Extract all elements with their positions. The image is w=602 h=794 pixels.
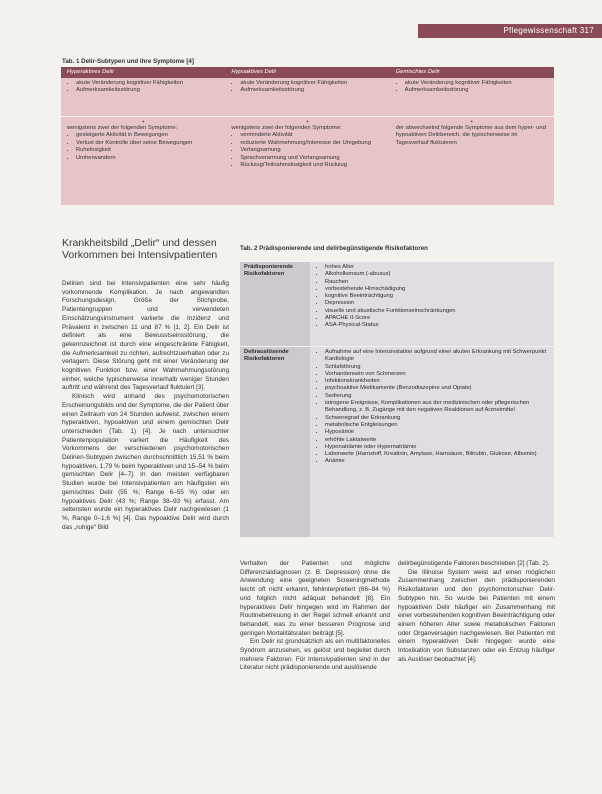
list-item: • ASA-Physical-Status: [325, 322, 548, 329]
table1-header-row: [61, 67, 554, 78]
list-item: • Aufmerksamkeitsstörung: [405, 87, 548, 94]
paragraph: Ein Delir ist grundsätzlich als ein multifaktorielles Syndrom anzusehen, es gelöst und begleitet durch mehrere Faktoren. Für Intensivpatienten sind in der Literatur nicht prädisponierende und auslösende: [240, 638, 390, 672]
list-item: • Umherwandern: [76, 155, 219, 162]
table1-cell: [225, 116, 389, 205]
list-item: • Hypoxämie: [325, 429, 548, 436]
table2-cell: [310, 347, 554, 537]
list-item: • visuelle und akustische Funktionseinschränkungen: [325, 308, 548, 315]
list-item: • Verlust der Kontrolle über seine Bewegungen: [76, 140, 219, 147]
text-column-right: [398, 560, 555, 664]
table1-cell-intro: der abwechselnd folgende Symptome aus dem hyper- und hypoaktiven Delirbereich, die typischerweise im Tagesverlauf fluktuieren: [395, 125, 546, 146]
list-item: • APACHE II-Score: [325, 315, 548, 322]
list-item: • Hyponatriämie oder Hypernatriämie: [325, 444, 548, 451]
list-item: • Sprachverarmung und Verlangsamung: [240, 155, 383, 162]
table1-cell: [225, 78, 389, 116]
list-item: • Infektionskrankheiten: [325, 378, 548, 385]
section-heading: Krankheitsbild „Delir“ und dessen Vorkommen bei Intensivpatienten: [62, 237, 218, 261]
list-item: • erhöhte Laktatwerte: [325, 437, 548, 444]
running-header-text: Pflegewissenschaft 317: [503, 26, 594, 35]
list-item: • Anämie: [325, 458, 548, 465]
list-item: • Alkoholkonsum (-abusus): [325, 271, 548, 278]
list-item: • hohes Alter: [325, 264, 548, 271]
running-header: [418, 24, 602, 38]
list-item: • Schweregrad der Erkrankung: [325, 415, 548, 422]
table2-row-label: Delirauslösende Risikofaktoren: [240, 347, 310, 537]
table1-cell: [61, 78, 225, 116]
table1-header-cell: Gemischtes Delir: [390, 67, 554, 78]
list-item: • Sedierung: [325, 393, 548, 400]
list-item: • verminderte Aktivität: [240, 132, 383, 139]
plus-sign: +: [306, 119, 309, 125]
list-item: • akute Veränderung kognitiver Fähigkeiten: [405, 80, 548, 87]
list-item: • metabolische Entgleisungen: [325, 422, 548, 429]
table1-cell: [61, 116, 225, 205]
table2-row-label: Prädisponierende Risikofaktoren: [240, 262, 310, 346]
list-item: • reduzierte Wahrnehmung/Interesse der Umgebung: [240, 140, 383, 147]
list-item: • iatrogene Ereignisse, Komplikationen aus der medizinischen oder pflegerischen Behandlung, z. B. Zugänge mit den negativen Reaktionen auf Arzneimittel: [325, 400, 548, 415]
table1: [61, 67, 554, 205]
table1-cell-intro: wenigstens zwei der folgenden Symptome:: [67, 125, 178, 131]
list-item: • Vorhandensein von Schmerzen: [325, 371, 548, 378]
table1-header-cell: Hyperaktives Delir: [61, 67, 225, 78]
paragraph: Delirien sind bei Intensivpatienten eine sehr häufig vorkommende Komplikation. Je nach angewandten Forschungsdesign, Größe der Stichprobe, Patientengruppen und verwendeten Einschätzungsinstrument variierte die Inzidenz und Prävalenz in zwischen 11 und 87 % [1, 2]. Ein Delir ist definiert als eine Bewusstseinsstörung, die gekennzeichnet ist durch eine eingeschränkte Fähigkeit, die Aufmerksamkeit zu richten, aufrechtzuerhalten oder zu verlagern. Diese Störung geht mit einer Veränderung der kognitiven Funktion bzw. einer Wahrnehmungsstörung einher, welche typischerweise innerhalb weniger Stunden auftritt und während des Tagesverlauf fluktuiert [3].: [62, 280, 229, 392]
list-item: • gesteigerte Aktivität in Bewegungen: [76, 132, 219, 139]
table1-header-cell: Hypoaktives Delir: [225, 67, 389, 78]
table1-caption: Tab. 1 Delir-Subtypen und ihre Symptome [4]: [62, 58, 194, 65]
list-item: • vorbestehende Hirnschädigung: [325, 286, 548, 293]
text-column-middle: [240, 560, 390, 673]
list-item: • Depression: [325, 300, 548, 307]
table1-row: [61, 78, 554, 116]
list-item: • akute Veränderung kognitiver Fähigkeiten: [240, 80, 383, 87]
table2-row: [240, 262, 554, 346]
plus-sign: +: [141, 119, 145, 125]
list-item: • Rückzug/Teilnahmslosigkeit und Rückzug: [240, 162, 383, 169]
list-item: • Aufmerksamkeitsstörung: [76, 87, 219, 94]
table2-caption: Tab. 2 Prädisponierende und delirbegünstigende Risikofaktoren: [240, 245, 428, 252]
list-item: • Ruhelosigkeit: [76, 147, 219, 154]
table1-row: [61, 116, 554, 205]
list-item: • psychoaktive Medikamente (Benzodiazepine und Opiate): [325, 385, 548, 392]
list-item: • akute Veränderung kognitiver Fähigkeiten: [76, 80, 219, 87]
paragraph: Die Illinoise System weist auf einen möglichen Zusammenhang zwischen den prädisponierenden Risikofaktoren und den psychomotorischen Delir-Subtypen hin. So wurde bei Patienten mit einem hypoaktiven Delir häufiger ein Zusammenhang mit einer vorbestehenden kognitiven Beeinträchtigung oder einem höheren Alter sowie metabolischen Faktoren oder Organversagen nachgewiesen. Bei Patienten mit einem hyperaktiven Delir hingegen wurde eine Intoxikation von Substanzen oder ein Entzug häufiger als Auslöser beobachtet [4].: [398, 568, 555, 663]
list-item: • Aufnahme auf eine Intensivstation aufgrund einer akuten Erkrankung mit Schwerpunkt Kardiologie: [325, 349, 548, 364]
table1-cell: [390, 78, 554, 116]
paragraph: delirbegünstigende Faktoren beschrieben [2] (Tab. 2).: [398, 560, 550, 567]
table2-cell: [310, 262, 554, 346]
paragraph: Klinisch wird anhand des psychomotorischen Erscheinungsbilds und der Symptome, die der Patient über einen Zeitraum von 24 Stunden aufweist, zwischen einem hyperaktiven, hypoaktiven und einem gemischten Delir unterschieden (Tab. 1) [4]. Je nach untersuchter Patientenpopulation variiert die Häufigkeit des Vorkommens der verschiedenen psychomotorischen Delirien-Subtypen zwischen durchschnittlich 15,51 % beim hypoaktiven, 1,79 % beim hyperaktiven und 15–54 % beim gemischten Delir [4–7]. In den meisten verfügbaren Studien wurde bei Intensivpatienten am häufigsten ein gemischtes Delir (55 %; Range 6–55 %) oder ein hypoaktives Delir (43 %; Range 38–93 %) erfasst. Am seltensten wurde ein hyperaktives Delir nachgewiesen (1 %, Range 0–1,6 %) [4]. Das hypoaktive Delir wird durch das „ruhige“ Bild: [62, 393, 229, 531]
table1-cell: [390, 116, 554, 205]
list-item: • Verlangsamung: [240, 147, 383, 154]
table2-row: [240, 346, 554, 537]
list-item: • kognitive Beeinträchtigung: [325, 293, 548, 300]
list-item: • Aufmerksamkeitsstörung: [240, 87, 383, 94]
list-item: • Laborwerte (Harnstoff, Kreatinin, Amylase, Harnsäure, Bilirubin, Glukose, Albumin): [325, 451, 548, 458]
paragraph: Verhalten der Patienten und mögliche Differenzialdiagnosen (z. B. Depression) ohne die Anwendung eine geeigneten Screeningmethode leicht oft nicht erkannt, fehlinterpretiert (66–84 %) und folglich nicht adäquat behandelt [8]. Ein hyperaktives Delir hingegen wird im Rahmen der Routinebetreuung in der Regel schnell erkannt und behandelt, was zu einer besseren Prognose und geringen Mortalitätsraten beiträgt [5].: [240, 560, 390, 637]
plus-sign: +: [470, 119, 474, 125]
table2: [240, 262, 554, 537]
list-item: • Schlafstörung: [325, 364, 548, 371]
list-item: • Rauchen: [325, 279, 548, 286]
table1-cell-intro: wenigstens zwei der folgenden Symptome:: [231, 125, 342, 131]
text-column-left: [62, 280, 229, 532]
